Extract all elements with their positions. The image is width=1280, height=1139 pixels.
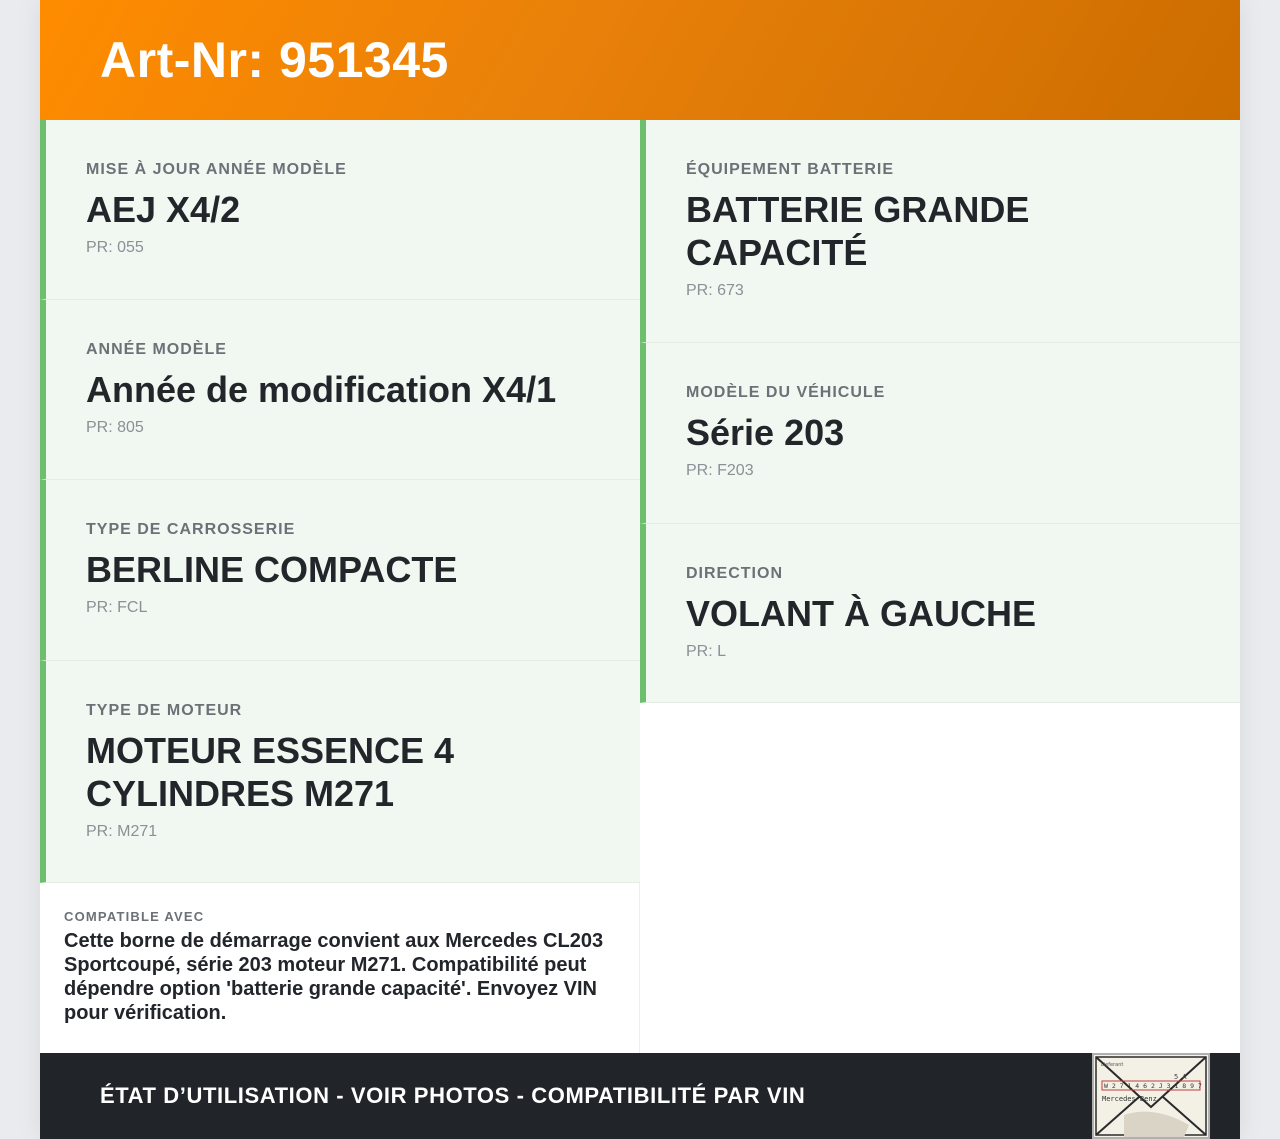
pr-code: PR: M271 xyxy=(86,823,158,840)
footer-text: ÉTAT D’UTILISATION - VOIR PHOTOS - COMPATIBILITÉ PAR VIN xyxy=(100,1083,806,1108)
pr-code: PR: F203 xyxy=(686,462,754,479)
thumb-label-text: Mercedes-Benz xyxy=(1102,1095,1157,1103)
spec-value: MOTEUR ESSENCE 4 CYLINDRES M271 xyxy=(86,730,455,814)
spec-label: ÉQUIPEMENT BATTERIE xyxy=(686,161,895,178)
spec-value: Année de modification X4/1 xyxy=(86,369,557,410)
spec-value: BERLINE COMPACTE xyxy=(86,549,458,590)
compatibility-label: COMPATIBLE AVEC xyxy=(64,909,205,924)
page xyxy=(40,0,1240,1139)
spec-card-engine-type xyxy=(40,661,640,883)
product-photo-thumbnail[interactable] xyxy=(1092,1053,1210,1139)
spec-label: ANNÉE MODÈLE xyxy=(86,341,227,358)
spec-card-battery xyxy=(640,120,1240,343)
thumb-side-text: 5 A xyxy=(1174,1073,1187,1081)
spec-label: TYPE DE MOTEUR xyxy=(86,702,243,719)
photo-image xyxy=(1094,1055,1208,1137)
pr-code: PR: 673 xyxy=(686,282,744,299)
spec-value: AEJ X4/2 xyxy=(86,189,241,230)
pr-code: PR: 805 xyxy=(86,419,144,436)
spec-card-vehicle-model xyxy=(640,343,1240,524)
spec-label: MODÈLE DU VÉHICULE xyxy=(686,384,886,401)
spec-card-model-year-update xyxy=(40,120,640,300)
spec-card-model-year xyxy=(40,300,640,480)
compatibility-text: Cette borne de démarrage convient aux Mercedes CL203 Sportcoupé, série 203 moteur M271. Compatibilité peut dépendre option 'batterie grande capacité'. Envoyez VIN pour vérification. xyxy=(64,930,604,1024)
spec-value: Série 203 xyxy=(686,412,845,453)
pr-code: PR: 055 xyxy=(86,239,144,256)
article-number-title: Art-Nr: 951345 xyxy=(100,32,449,88)
thumb-code-text: W 2 7 1 4 6 2 J 3 1 8 9 7 xyxy=(1104,1082,1202,1090)
spec-value: VOLANT À GAUCHE xyxy=(686,593,1036,634)
spec-value: BATTERIE GRANDE CAPACITÉ xyxy=(686,189,1030,273)
compatibility-section xyxy=(40,883,640,1053)
spec-label: TYPE DE CARROSSERIE xyxy=(86,521,296,538)
header-banner xyxy=(40,0,1240,120)
empty-panel xyxy=(640,703,1240,1053)
spec-card-steering xyxy=(640,524,1240,703)
spec-label: MISE À JOUR ANNÉE MODÈLE xyxy=(86,161,347,178)
spec-label: DIRECTION xyxy=(686,565,783,582)
pr-code: PR: L xyxy=(686,643,727,660)
thumb-small-text: Lieferant xyxy=(1101,1062,1124,1068)
spec-card-body-type xyxy=(40,480,640,661)
footer-bar xyxy=(40,1053,1240,1139)
pr-code: PR: FCL xyxy=(86,599,148,616)
